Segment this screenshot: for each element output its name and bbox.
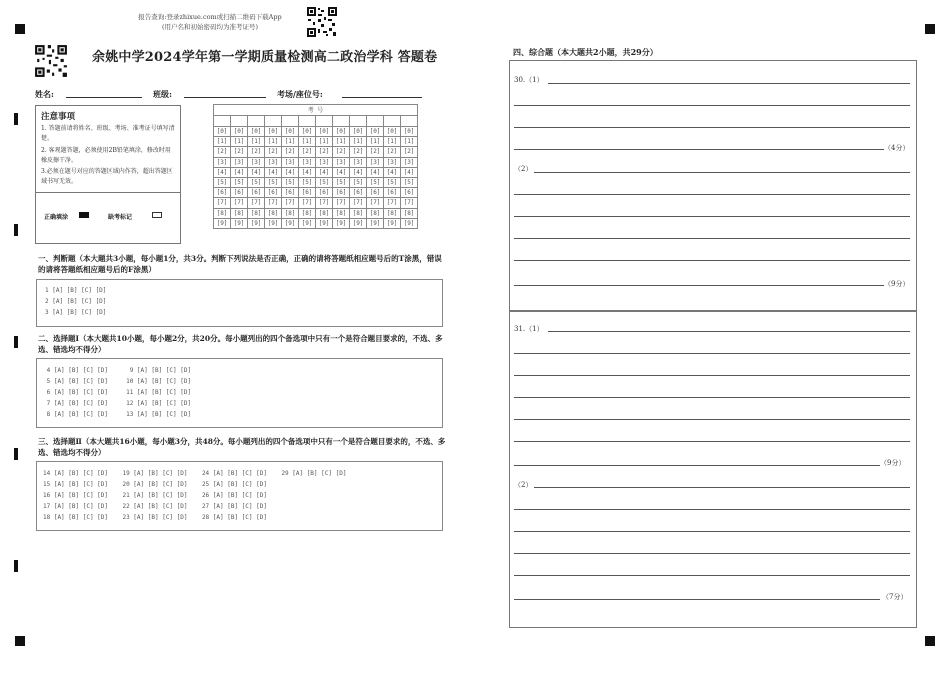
id-digit-bubble[interactable]: [8] <box>384 208 401 218</box>
id-digit-bubble[interactable]: [4] <box>367 167 384 177</box>
id-digit-bubble[interactable]: [9] <box>350 218 367 228</box>
choice-row[interactable]: 18 [A] [B] [C] [D] 23 [A] [B] [C] [D] 28 [A] [B] [C] [D] <box>43 514 267 521</box>
id-digit-bubble[interactable]: [0] <box>367 127 384 137</box>
answer-line[interactable] <box>514 285 884 286</box>
answer-line[interactable] <box>514 509 910 510</box>
choice-row[interactable]: 5 [A] [B] [C] [D] 10 [A] [B] [C] [D] <box>43 378 192 385</box>
answer-line[interactable] <box>548 331 910 332</box>
id-digit-bubble[interactable]: [5] <box>316 177 333 187</box>
q31-2-score: （7分） <box>882 593 908 601</box>
id-digit-bubble[interactable]: [7] <box>401 198 418 208</box>
id-digit-bubble[interactable]: [1] <box>367 137 384 147</box>
id-digit-bubble[interactable]: [9] <box>231 218 248 228</box>
id-digit-bubble[interactable]: [8] <box>333 208 350 218</box>
q31-2-label: （2） <box>514 481 533 489</box>
id-digit-bubble[interactable]: [5] <box>299 177 316 187</box>
exam-id-grid <box>213 104 418 229</box>
id-digit-bubble[interactable]: [2] <box>401 147 418 157</box>
id-digit-bubble[interactable]: [1] <box>316 137 333 147</box>
id-digit-bubble[interactable]: [2] <box>231 147 248 157</box>
corner-mark-top-right <box>925 24 935 34</box>
id-digit-bubble[interactable]: [3] <box>248 157 265 167</box>
id-digit-bubble[interactable]: [6] <box>299 188 316 198</box>
section-1-title: 一、判断题（本大题共3小题，每小题1分，共3分。判断下列说法是否正确，正确的请将答题纸相应题号后的T涂黑，错误的请将答题纸相应题号后的F涂黑） <box>38 254 442 274</box>
id-digit-bubble[interactable]: [6] <box>282 188 299 198</box>
id-digit-bubble[interactable]: [3] <box>299 157 316 167</box>
timing-mark <box>14 336 18 348</box>
id-digit-bubble[interactable]: [4] <box>214 167 231 177</box>
id-digit-bubble[interactable]: [0] <box>299 127 316 137</box>
id-digit-bubble[interactable]: [1] <box>248 137 265 147</box>
choice-row[interactable]: 8 [A] [B] [C] [D] 13 [A] [B] [C] [D] <box>43 411 192 418</box>
id-digit-bubble[interactable]: [3] <box>316 157 333 167</box>
id-write-cell[interactable] <box>214 116 231 127</box>
choice-row[interactable]: 4 [A] [B] [C] [D] 9 [A] [B] [C] [D] <box>43 367 192 374</box>
id-write-cell[interactable] <box>231 116 248 127</box>
answer-box-30[interactable] <box>509 60 917 312</box>
id-digit-bubble[interactable]: [7] <box>214 198 231 208</box>
id-digit-bubble[interactable]: [7] <box>282 198 299 208</box>
answer-line[interactable] <box>514 375 910 376</box>
id-digit-bubble[interactable]: [6] <box>401 188 418 198</box>
id-write-cell[interactable] <box>384 116 401 127</box>
answer-line[interactable] <box>514 441 910 442</box>
answer-line[interactable] <box>534 487 910 488</box>
timing-mark <box>14 224 18 236</box>
id-digit-row <box>214 177 418 187</box>
id-digit-bubble[interactable]: [4] <box>265 167 282 177</box>
answer-line[interactable] <box>534 172 910 173</box>
id-digit-bubble[interactable]: [7] <box>248 198 265 208</box>
filled-bubble-icon <box>79 212 89 218</box>
id-digit-bubble[interactable]: [0] <box>265 127 282 137</box>
answer-line[interactable] <box>514 216 910 217</box>
id-digit-bubble[interactable]: [8] <box>231 208 248 218</box>
id-digit-bubble[interactable]: [9] <box>401 218 418 228</box>
corner-mark-bottom-right <box>925 636 935 646</box>
id-digit-bubble[interactable]: [8] <box>248 208 265 218</box>
id-digit-bubble[interactable]: [5] <box>282 177 299 187</box>
id-digit-bubble[interactable]: [0] <box>248 127 265 137</box>
id-digit-bubble[interactable]: [5] <box>401 177 418 187</box>
id-digit-bubble[interactable]: [6] <box>231 188 248 198</box>
note-line-2: (用户名和初始密码均为准考证号) <box>161 23 259 31</box>
notice-item-1: 1. 答题前请将姓名、班级、考场、准考证号填写清楚。 <box>41 125 175 142</box>
id-digit-bubble[interactable]: [8] <box>367 208 384 218</box>
id-digit-bubble[interactable]: [7] <box>231 198 248 208</box>
answer-line[interactable] <box>514 531 910 532</box>
id-digit-bubble[interactable]: [8] <box>265 208 282 218</box>
answer-line[interactable] <box>514 194 910 195</box>
id-write-cell[interactable] <box>282 116 299 127</box>
answer-line[interactable] <box>514 575 910 576</box>
choice-row[interactable]: 6 [A] [B] [C] [D] 11 [A] [B] [C] [D] <box>43 389 192 396</box>
exam-title: 余姚中学2024学年第一学期质量检测高二政治学科 答题卷 <box>92 50 438 65</box>
id-digit-bubble[interactable]: [2] <box>248 147 265 157</box>
answer-box-31[interactable] <box>509 310 917 628</box>
q31-1-score: （9分） <box>880 459 906 467</box>
answer-line[interactable] <box>514 397 910 398</box>
class-field[interactable] <box>184 97 266 98</box>
absent-checkbox[interactable] <box>152 212 162 218</box>
id-digit-bubble[interactable]: [1] <box>265 137 282 147</box>
q30-1-label: 30.（1） <box>514 76 544 84</box>
answer-line[interactable] <box>514 419 910 420</box>
id-digit-bubble[interactable]: [1] <box>333 137 350 147</box>
answer-line[interactable] <box>548 83 910 84</box>
id-write-cell[interactable] <box>333 116 350 127</box>
choice-row[interactable]: 17 [A] [B] [C] [D] 22 [A] [B] [C] [D] 27 [A] [B] [C] [D] <box>43 503 267 510</box>
id-digit-bubble[interactable]: [6] <box>316 188 333 198</box>
id-digit-bubble[interactable]: [2] <box>282 147 299 157</box>
id-digit-bubble[interactable]: [3] <box>367 157 384 167</box>
absent-label: 缺考标记 <box>108 214 133 221</box>
id-digit-bubble[interactable]: [2] <box>350 147 367 157</box>
id-digit-bubble[interactable]: [0] <box>384 127 401 137</box>
id-digit-bubble[interactable]: [3] <box>384 157 401 167</box>
id-digit-bubble[interactable]: [7] <box>316 198 333 208</box>
timing-mark <box>14 113 18 125</box>
id-write-cell[interactable] <box>367 116 384 127</box>
id-digit-row <box>214 218 418 228</box>
answer-line[interactable] <box>514 599 880 600</box>
section-1-box <box>36 279 443 327</box>
judge-row[interactable]: 3 [A] [B] [C] [D] <box>45 309 107 316</box>
choice-row[interactable]: 7 [A] [B] [C] [D] 12 [A] [B] [C] [D] <box>43 400 192 407</box>
id-digit-bubble[interactable]: [5] <box>350 177 367 187</box>
id-digit-bubble[interactable]: [2] <box>367 147 384 157</box>
exam-id-header: 考 号 <box>214 105 418 116</box>
section-2-box <box>36 358 443 428</box>
timing-mark <box>14 448 18 460</box>
id-digit-row <box>214 127 418 137</box>
answer-line[interactable] <box>514 465 880 466</box>
choice-row[interactable]: 16 [A] [B] [C] [D] 21 [A] [B] [C] [D] 26 [A] [B] [C] [D] <box>43 492 267 499</box>
q30-2-label: （2） <box>514 165 533 173</box>
id-digit-bubble[interactable]: [8] <box>316 208 333 218</box>
id-digit-bubble[interactable]: [7] <box>333 198 350 208</box>
notice-box <box>35 105 181 244</box>
id-digit-bubble[interactable]: [3] <box>214 157 231 167</box>
section-4-title: 四、综合题（本大题共2小题，共29分） <box>513 47 658 57</box>
id-digit-bubble[interactable]: [0] <box>316 127 333 137</box>
class-label: 班级: <box>153 89 172 99</box>
id-digit-bubble[interactable]: [2] <box>299 147 316 157</box>
id-digit-bubble[interactable]: [2] <box>265 147 282 157</box>
id-digit-bubble[interactable]: [1] <box>214 137 231 147</box>
id-digit-bubble[interactable]: [3] <box>350 157 367 167</box>
id-digit-bubble[interactable]: [2] <box>214 147 231 157</box>
id-write-cell[interactable] <box>265 116 282 127</box>
id-digit-bubble[interactable]: [9] <box>333 218 350 228</box>
id-digit-bubble[interactable]: [9] <box>384 218 401 228</box>
id-digit-bubble[interactable]: [3] <box>265 157 282 167</box>
id-digit-bubble[interactable]: [4] <box>231 167 248 177</box>
name-field[interactable] <box>66 97 142 98</box>
id-digit-bubble[interactable]: [0] <box>333 127 350 137</box>
id-digit-bubble[interactable]: [5] <box>367 177 384 187</box>
id-digit-bubble[interactable]: [9] <box>282 218 299 228</box>
id-digit-bubble[interactable]: [4] <box>350 167 367 177</box>
id-digit-bubble[interactable]: [6] <box>214 188 231 198</box>
id-digit-bubble[interactable]: [9] <box>214 218 231 228</box>
id-write-cell[interactable] <box>299 116 316 127</box>
id-digit-bubble[interactable]: [5] <box>214 177 231 187</box>
id-digit-bubble[interactable]: [1] <box>401 137 418 147</box>
section-3-box <box>36 461 443 531</box>
id-digit-bubble[interactable]: [4] <box>299 167 316 177</box>
id-digit-bubble[interactable]: [6] <box>333 188 350 198</box>
section-3-title: 三、选择题Ⅱ（本大题共16小题，每小题3分，共48分。每小题列出的四个备选项中只有一个是符合题目要求的，不选、多选、错选均不得分） <box>38 437 446 457</box>
id-digit-bubble[interactable]: [4] <box>333 167 350 177</box>
id-digit-bubble[interactable]: [0] <box>350 127 367 137</box>
id-digit-bubble[interactable]: [3] <box>401 157 418 167</box>
id-digit-bubble[interactable]: [6] <box>384 188 401 198</box>
id-digit-bubble[interactable]: [1] <box>282 137 299 147</box>
notice-divider <box>36 192 180 193</box>
choice-row[interactable]: 15 [A] [B] [C] [D] 20 [A] [B] [C] [D] 25 [A] [B] [C] [D] <box>43 481 267 488</box>
corner-mark-top-left <box>15 24 25 34</box>
id-digit-bubble[interactable]: [7] <box>350 198 367 208</box>
answer-line[interactable] <box>514 127 910 128</box>
id-digit-bubble[interactable]: [6] <box>350 188 367 198</box>
id-digit-row <box>214 147 418 157</box>
id-digit-bubble[interactable]: [9] <box>367 218 384 228</box>
choice-row[interactable]: 14 [A] [B] [C] [D] 19 [A] [B] [C] [D] 24 [A] [B] [C] [D] 29 [A] [B] [C] [D] <box>43 470 347 477</box>
seat-field[interactable] <box>342 97 422 98</box>
id-write-cell[interactable] <box>401 116 418 127</box>
id-digit-bubble[interactable]: [7] <box>384 198 401 208</box>
note-line-1: 报告查询:登录zhixue.com或扫描二维码下载App <box>138 13 282 21</box>
id-digit-bubble[interactable]: [5] <box>384 177 401 187</box>
id-digit-bubble[interactable]: [4] <box>401 167 418 177</box>
id-digit-bubble[interactable]: [7] <box>299 198 316 208</box>
id-digit-bubble[interactable]: [9] <box>316 218 333 228</box>
id-digit-bubble[interactable]: [5] <box>265 177 282 187</box>
id-digit-bubble[interactable]: [2] <box>316 147 333 157</box>
id-digit-bubble[interactable]: [5] <box>231 177 248 187</box>
answer-line[interactable] <box>514 260 910 261</box>
judge-row[interactable]: 1 [A] [B] [C] [D] <box>45 287 107 294</box>
q31-1-label: 31.（1） <box>514 325 544 333</box>
section-2-title: 二、选择题Ⅰ（本大题共10小题，每小题2分，共20分。每小题列出的四个备选项中只有一个是符合题目要求的，不选、多选、错选均不得分） <box>38 334 443 354</box>
id-digit-bubble[interactable]: [0] <box>282 127 299 137</box>
id-digit-bubble[interactable]: [9] <box>248 218 265 228</box>
id-digit-bubble[interactable]: [6] <box>265 188 282 198</box>
id-digit-row <box>214 167 418 177</box>
exam-qr-code-icon <box>34 44 68 78</box>
notice-item-3: 3.必须在题号对应的答题区域内作答，超出答题区域书写无效。 <box>41 168 173 185</box>
id-write-cell[interactable] <box>248 116 265 127</box>
id-digit-bubble[interactable]: [8] <box>350 208 367 218</box>
timing-mark <box>14 560 18 572</box>
id-digit-bubble[interactable]: [5] <box>333 177 350 187</box>
id-digit-bubble[interactable]: [7] <box>265 198 282 208</box>
correct-fill-label: 正确填涂 <box>44 214 69 221</box>
q30-1-score: （4分） <box>884 144 910 152</box>
id-digit-bubble[interactable]: [4] <box>282 167 299 177</box>
id-digit-row <box>214 208 418 218</box>
answer-line[interactable] <box>514 353 910 354</box>
name-label: 姓名: <box>35 89 54 99</box>
id-digit-bubble[interactable]: [0] <box>401 127 418 137</box>
id-digit-bubble[interactable]: [1] <box>384 137 401 147</box>
id-digit-bubble[interactable]: [8] <box>299 208 316 218</box>
id-digit-bubble[interactable]: [7] <box>367 198 384 208</box>
id-digit-row <box>214 188 418 198</box>
report-query-note <box>120 12 300 32</box>
corner-mark-bottom-left <box>15 636 25 646</box>
id-digit-bubble[interactable]: [2] <box>333 147 350 157</box>
id-digit-bubble[interactable]: [4] <box>316 167 333 177</box>
id-digit-bubble[interactable]: [9] <box>265 218 282 228</box>
id-digit-bubble[interactable]: [3] <box>231 157 248 167</box>
id-digit-bubble[interactable]: [0] <box>231 127 248 137</box>
id-digit-bubble[interactable]: [2] <box>384 147 401 157</box>
id-digit-row <box>214 137 418 147</box>
id-digit-bubble[interactable]: [1] <box>299 137 316 147</box>
judge-row[interactable]: 2 [A] [B] [C] [D] <box>45 298 107 305</box>
notice-item-2: 2. 客观题答题，必须使用2B铅笔填涂，修改时用橡皮擦干净。 <box>41 147 171 164</box>
id-digit-bubble[interactable]: [5] <box>248 177 265 187</box>
id-digit-bubble[interactable]: [3] <box>282 157 299 167</box>
id-digit-bubble[interactable]: [6] <box>367 188 384 198</box>
id-digit-bubble[interactable]: [8] <box>214 208 231 218</box>
id-digit-bubble[interactable]: [4] <box>248 167 265 177</box>
id-digit-bubble[interactable]: [1] <box>231 137 248 147</box>
id-digit-bubble[interactable]: [1] <box>350 137 367 147</box>
answer-line[interactable] <box>514 238 910 239</box>
id-digit-row <box>214 157 418 167</box>
id-digit-row <box>214 198 418 208</box>
id-digit-bubble[interactable]: [6] <box>248 188 265 198</box>
notice-title: 注意事项 <box>41 112 76 122</box>
id-digit-bubble[interactable]: [8] <box>401 208 418 218</box>
id-digit-bubble[interactable]: [3] <box>333 157 350 167</box>
id-digit-bubble[interactable]: [8] <box>282 208 299 218</box>
answer-line[interactable] <box>514 553 910 554</box>
app-download-qr-icon[interactable] <box>306 6 338 38</box>
id-digit-bubble[interactable]: [9] <box>299 218 316 228</box>
q30-2-score: （9分） <box>884 280 910 288</box>
seat-label: 考场/座位号: <box>277 89 323 99</box>
answer-line[interactable] <box>514 149 884 150</box>
id-digit-bubble[interactable]: [0] <box>214 127 231 137</box>
id-write-cell[interactable] <box>350 116 367 127</box>
answer-line[interactable] <box>514 105 910 106</box>
id-write-cell[interactable] <box>316 116 333 127</box>
id-digit-bubble[interactable]: [4] <box>384 167 401 177</box>
